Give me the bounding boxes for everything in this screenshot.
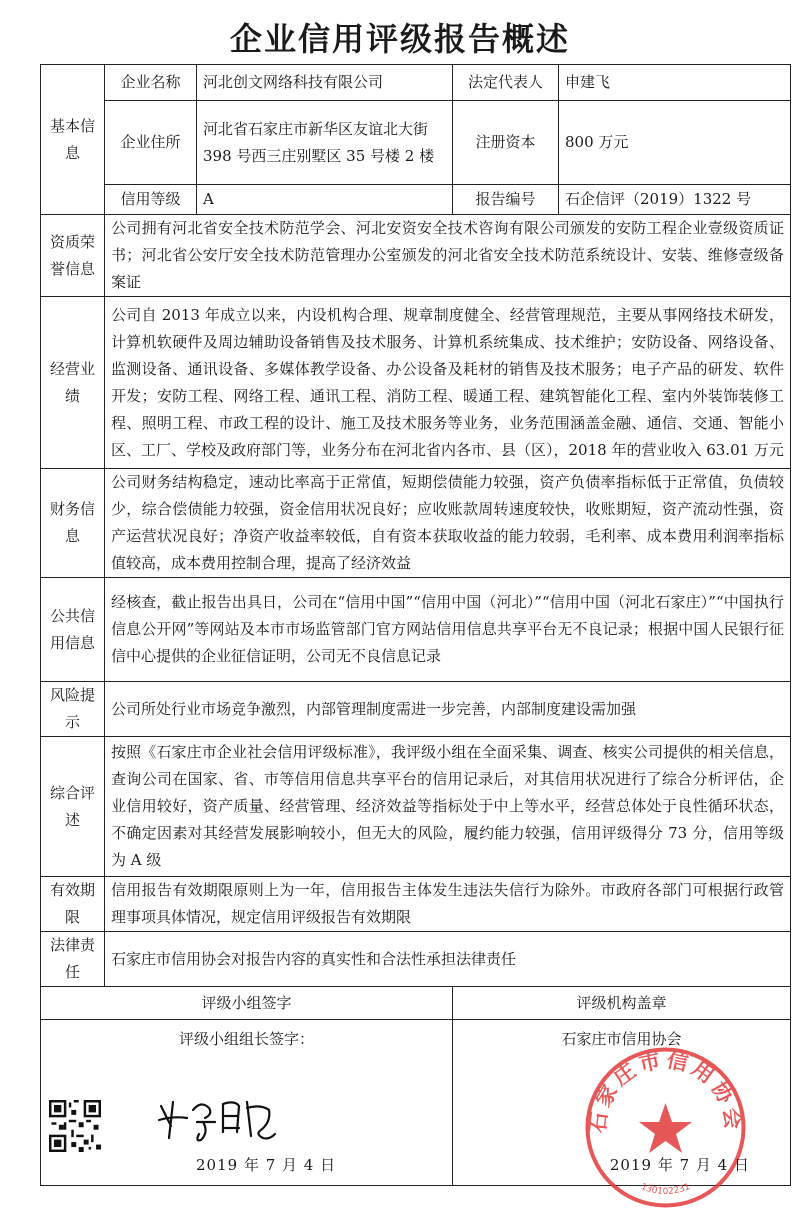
section-text-legal: 石家庄市信用协会对报告内容的真实性和合法性承担法律责任 [105,932,791,987]
section-label-validity: 有效期限 [41,877,105,932]
credit-grade-value: A [197,185,453,215]
capital-label: 注册资本 [453,101,559,185]
page-title: 企业信用评级报告概述 [229,20,570,58]
left-signature-date: 2019 年 7 月 4 日 [196,1156,337,1174]
legal-rep-label: 法定代表人 [453,65,559,101]
section-label-legal: 法律责任 [41,932,105,987]
section-label-risk: 风险提示 [41,682,105,737]
signature-left-cell [41,1020,453,1186]
section-text-risk: 公司所处行业市场竞争激烈，内部管理制度需进一步完善，内部制度建设需加强 [105,682,791,737]
capital-value: 800 万元 [559,101,791,185]
official-seal [583,1045,748,1210]
rating-org-name: 石家庄市信用协会 [561,1030,682,1048]
section-label-basic: 基本信息 [41,65,105,215]
credit-grade-label: 信用等级 [105,185,197,215]
section-text-performance: 公司自 2013 年成立以来，内设机构合理、规章制度健全、经营管理规范，主要从事网络技术研发，计算机软硬件及周边辅助设备销售及技术服务、计算机系统集成、技术维护；安防设备、网络设备、监测设备、通讯设备、多媒体教学设备、办公设备及耗材的销售及技术服务；电子产品的研发、软件开发；安防工程、网络工程、通讯工程、消防工程、暖通工程、建筑智能化工程、室内外装饰装修工程、照明工程、市政工程的设计、施工及技术服务等业务，业务范围涵盖金融、通信、交通、智能小区、工厂、学校及政府部门等，业务分布在河北省内各市、县（区），2018 年的营业收入 63.01 万元 [105,297,791,469]
svg-text:130102231 [639,1182,691,1197]
seal-code: 130102231 [639,1182,692,1197]
legal-rep-value: 申建飞 [559,65,791,101]
seal-text: 石家庄市信用协会 [585,1047,746,1135]
section-text-validity: 信用报告有效期限原则上为一年，信用报告主体发生违法失信行为除外。市政府各部门可根据行政管理事项具体情况，规定信用评级报告有效期限 [105,877,791,932]
handwritten-signature [151,1088,281,1148]
right-signature-date: 2019 年 7 月 4 日 [609,1156,750,1174]
section-text-public-credit: 经核查，截止报告出具日，公司在“信用中国”“信用中国（河北）”“信用中国（河北石家庄）”“中国执行信息公开网”等网站及本市市场监管部门官方网站信用信息共享平台无不良记录；根据中国人民银行征信中心提供的企业征信证明，公司无不良信息记录 [105,578,791,682]
report-number-value: 石企信评（2019）1322 号 [559,185,791,215]
section-label-qualification: 资质荣誉信息 [41,215,105,297]
seal-star-icon [639,1103,692,1153]
address-value: 河北省石家庄市新华区友谊北大街 398 号西三庄别墅区 35 号楼 2 楼 [197,101,453,185]
company-name-label: 企业名称 [105,65,197,101]
leader-signature-label: 评级小组组长签字： [178,1030,314,1048]
address-label: 企业住所 [105,101,197,185]
signature-right-cell [453,1020,791,1197]
section-text-summary: 按照《石家庄市企业社会信用评级标准》，我评级小组在全面采集、调查、核实公司提供的相关信息，查询公司在国家、省、市等信用信息共享平台的信用记录后，对其信用状况进行了综合分析评估，企业信用较好，资产质量、经营管理、经济效益等指标处于中上等水平，经营总体处于良性循环状态，不确定因素对其经营发展影响较小，但无大的风险，履约能力较强，信用评级得分 73 分，信用等级为 A 级 [105,737,791,877]
section-label-performance: 经营业绩 [41,297,105,469]
section-label-summary: 综合评述 [41,737,105,877]
signature-header-left: 评级小组签字 [41,987,453,1020]
qr-code [49,1100,101,1152]
report-table [40,64,791,1197]
section-text-qualification: 公司拥有河北省安全技术防范学会、河北安资安全技术咨询有限公司颁发的安防工程企业壹级资质证书；河北省公安厅安全技术防范管理办公室颁发的河北省安全技术防范系统设计、安装、维修壹级备案证 [105,215,791,297]
section-text-finance: 公司财务结构稳定，速动比率高于正常值，短期偿债能力较强，资产负债率指标低于正常值，负债较少，综合偿债能力较强，资金信用状况良好；应收账款周转速度较快，收账期短，资产流动性强，资产运营状况良好；净资产收益率较低，自有资本获取收益的能力较弱，毛利率、成本费用利润率指标值较高，成本费用控制合理，提高了经济效益 [105,469,791,578]
company-name-value: 河北创文网络科技有限公司 [197,65,453,101]
report-number-label: 报告编号 [453,185,559,215]
section-label-finance: 财务信息 [41,469,105,578]
signature-header-right: 评级机构盖章 [453,987,791,1020]
section-label-public-credit: 公共信用信息 [41,578,105,682]
